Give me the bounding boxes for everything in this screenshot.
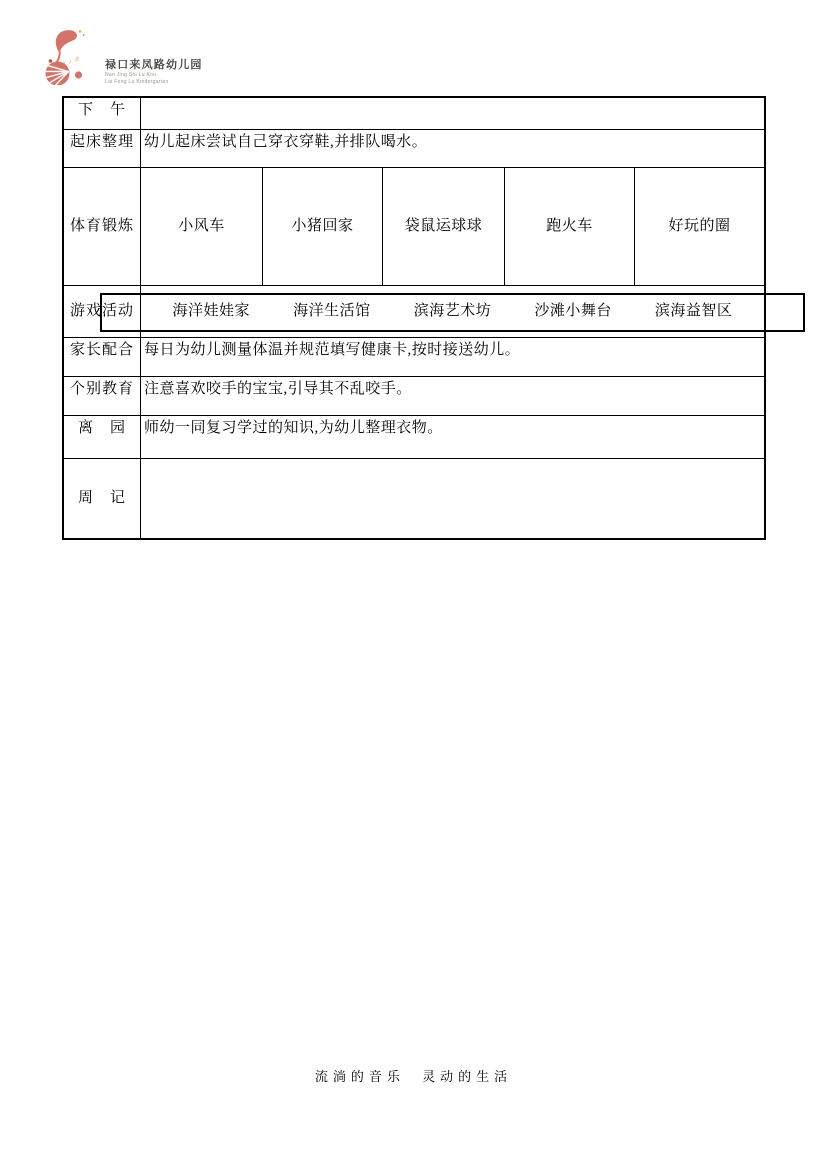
row-content-leaving: 师幼一同复习学过的知识,为幼儿整理衣物。 [144, 420, 443, 436]
table-row-parent-cooperation [64, 338, 764, 377]
row-content-weekly-note [141, 459, 764, 538]
game-area-item: 沙滩小舞台 [534, 303, 612, 319]
table-row-individual-education [64, 377, 764, 416]
exercise-cell: 袋鼠运球球 [383, 168, 505, 285]
svg-text:♬: ♬ [74, 55, 81, 63]
row-label-weekly-note: 周 记 [64, 459, 141, 538]
game-area-item: 滨海益智区 [654, 303, 733, 319]
row-label-leaving: 离 园 [64, 416, 141, 458]
exercise-cell: 小猪回家 [263, 168, 383, 285]
physical-exercise-cells [141, 168, 764, 285]
svg-text:♪: ♪ [68, 59, 72, 66]
exercise-cell: 小风车 [141, 168, 263, 285]
logo-name-cn: 禄口来凤路幼儿园 [105, 59, 203, 71]
row-label-individual-education: 个别教育 [64, 377, 141, 415]
logo-name-en-line2: Lai Feng Lu Kindergarten [105, 78, 169, 85]
row-content-parent-cooperation: 每日为幼儿测量体温并规范填写健康卡,按时接送幼儿。 [144, 342, 521, 358]
kindergarten-logo [44, 28, 274, 86]
table-row-wakeup [64, 130, 764, 168]
floating-text-box-border [100, 293, 805, 332]
footer-slogan: 流淌的音乐 灵动的生活 [314, 1069, 513, 1084]
table-row-physical-exercise [64, 168, 764, 286]
row-label-afternoon: 下 午 [64, 98, 141, 129]
table-row-weekly-note [64, 459, 764, 538]
game-area-item: 海洋生活馆 [293, 303, 371, 319]
exercise-cell: 好玩的圈 [668, 218, 731, 234]
row-label-game-activity: 游戏活动 [64, 286, 141, 337]
table-row-afternoon [64, 98, 764, 130]
row-content-individual-education: 注意喜欢咬手的宝宝,引导其不乱咬手。 [144, 381, 412, 397]
exercise-cell: 跑火车 [505, 168, 635, 285]
svg-text:♪: ♪ [62, 59, 66, 67]
row-content-wakeup: 幼儿起床尝试自己穿衣穿鞋,并排队喝水。 [144, 134, 428, 150]
game-area-item: 海洋娃娃家 [172, 303, 251, 319]
logo-text-block [105, 56, 203, 85]
table-row-leaving [64, 416, 764, 459]
row-label-physical-exercise: 体育锻炼 [64, 168, 141, 285]
row-label-parent-cooperation: 家长配合 [64, 338, 141, 376]
logo-name-en-line1: Nan Jing Shi Lu Kou [105, 72, 157, 78]
game-area-item: 滨海艺术坊 [413, 303, 492, 319]
logo-mark-icon [44, 28, 102, 85]
row-content-afternoon [141, 98, 764, 129]
row-label-wakeup: 起床整理 [64, 130, 141, 167]
